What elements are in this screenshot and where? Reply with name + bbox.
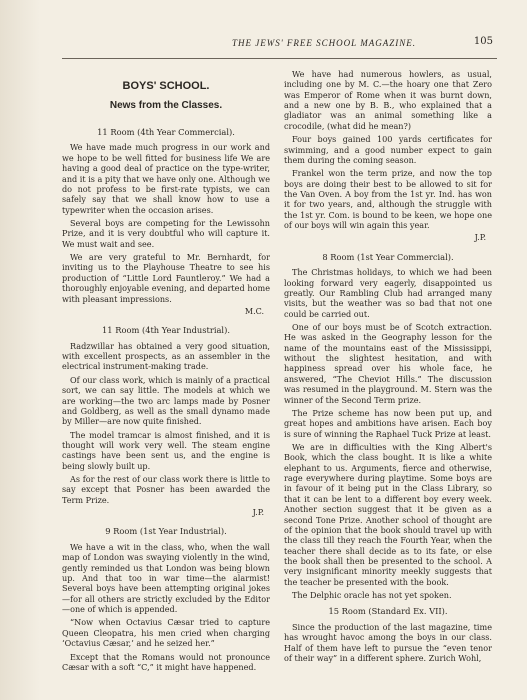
section-heading: BOYS' SCHOOL. [122, 80, 210, 92]
paragraph: Several boys are competing for the Lewissohn Prize, and it is very doubtful who will capture it. We must wait and see. [62, 218, 270, 249]
paragraph: We have made much progress in our work and we hope to be well fitted for business life We are having a good deal of practice on the type-writer, and it is a pity that we have only one. Although we do not profess to be first-rate typists, we can safely say that we shall know how to use a typewriter when the occasion arises. [62, 142, 270, 215]
paragraph: The Prize scheme has now been put up, and great hopes and ambitions have arisen. Each boy is sure of winning the Raphael Tuck Prize at least. [284, 407, 492, 439]
paragraph: Since the production of the last magazine, time has wrought havoc among the boys in our class. Half of them have left to pursue the “even tenor of their way” in a different sphere. Zurich Wohl, [284, 621, 492, 664]
paragraph: One of our boys must be of Scotch extraction. He was asked in the Geography lesson for the name of the mountains east of the Mississippi, without the slightest hesitation, and with happiness spread over his whole face, he answered, “The Cheviot Hills.” The discussion was resumed in the playground. M. Stern was the winner of the Second Term prize. [284, 322, 492, 405]
room-heading: 11 Room (4th Year Commercial). [97, 126, 235, 137]
paragraph: Four boys gained 100 yards certificates for swimming, and a good number expect to gain them during the coming season. [284, 134, 492, 165]
page-number: 105 [473, 36, 493, 47]
room-heading: 11 Room (4th Year Industrial). [102, 325, 230, 336]
paragraph: Except that the Romans would not pronounce Cæsar with a soft “C,” it might have happened. [62, 651, 270, 672]
running-header [62, 0, 497, 59]
section-subheading: News from the Classes. [109, 100, 223, 112]
right-column [282, 69, 492, 675]
room-heading: 9 Room (1st Year Industrial). [105, 526, 227, 537]
signature: J.P. [474, 233, 486, 243]
room-heading: 15 Room (Standard Ex. VII). [328, 606, 448, 617]
magazine-title: THE JEWS' FREE SCHOOL MAGAZINE. [232, 38, 416, 48]
left-column [62, 69, 270, 675]
signature: M.C. [244, 306, 264, 316]
paragraph: The Christmas holidays, to which we had been looking forward very eagerly, disappointed us greatly. Our Rambling Club had arranged many visits, but the weather was so bad that not one could be carried out. [284, 267, 492, 319]
paragraph: We have a wit in the class, who, when the wall map of London was swaying violently in the wind, gently reminded us that London was being blown up. And that too in war time—the alarmist! Several boys have been attempting original jokes—for all others are strictly excluded by the Editor—one of which is appended. [62, 541, 270, 615]
paragraph: The model tramcar is almost finished, and it is thought will work very well. The steam engine castings have been sent us, and the engine is being slowly built up. [62, 429, 270, 471]
paragraph: “Now when Octavius Cæsar tried to capture Queen Cleopatra, his men cried when charging ‘Octavius Cæsar,’ and he seized her.” [62, 617, 270, 649]
paragraph: The Delphic oracle has not yet spoken. [292, 590, 452, 601]
paragraph: We are in difficulties with the King Albert's Book, which the class bought. It is like a white elephant to us. Arguments, fierce and otherwise, rage everywhere during playtime. Some boys are in favour of it being put in the Class Library, so that it can be lent to a different boy every week. Another section suggest that it be given as a second Tone Prize. Another school of thought are of the opinion that the book should travel up with the class till they reach the Fourth Year, when the teacher there shall decide as to its fate, or else the book shall then be presented to the school. A very insignificant minority meekly suggests that the teacher be presented with the book. [284, 441, 492, 587]
paragraph: Radzwillar has obtained a very good situation, with excellent prospects, as an assembler in the electrical instrument-making trade. [62, 340, 270, 372]
paragraph: We are very grateful to Mr. Bernhardt, for inviting us to the Playhouse Theatre to see his production of “Little Lord Fauntleroy.” We had a thoroughly enjoyable evening, and departed home with pleasant impressions. [62, 252, 270, 304]
room-heading: 8 Room (1st Year Commercial). [322, 251, 454, 262]
paragraph: As for the rest of our class work there is little to say except that Posner has been awarded the Term Prize. [62, 474, 270, 505]
text-columns [62, 69, 497, 675]
paragraph: We have had numerous howlers, as usual, including one by M. C.—the hoary one that Zero was Emperor of Rome when it was burnt down, and a new one by B. B., who explained that a gladiator was an animal something like a crocodile, (what did he mean?) [284, 69, 492, 131]
signature: J.P. [252, 508, 264, 518]
paragraph: Of our class work, which is mainly of a practical sort, we can say little. The models at which we are working—the two arc lamps made by Posner and Goldberg, as well as the small dynamo made by Miller—are now quite finished. [62, 374, 270, 427]
paragraph: Frankel won the term prize, and now the top boys are doing their best to be allowed to sit for the Van Oven. A boy from the 1st yr. Ind. has won it for two years, and, although the struggle with the 1st yr. Com. is bound to be keen, we hope one of our boys will win again this year. [284, 168, 492, 231]
